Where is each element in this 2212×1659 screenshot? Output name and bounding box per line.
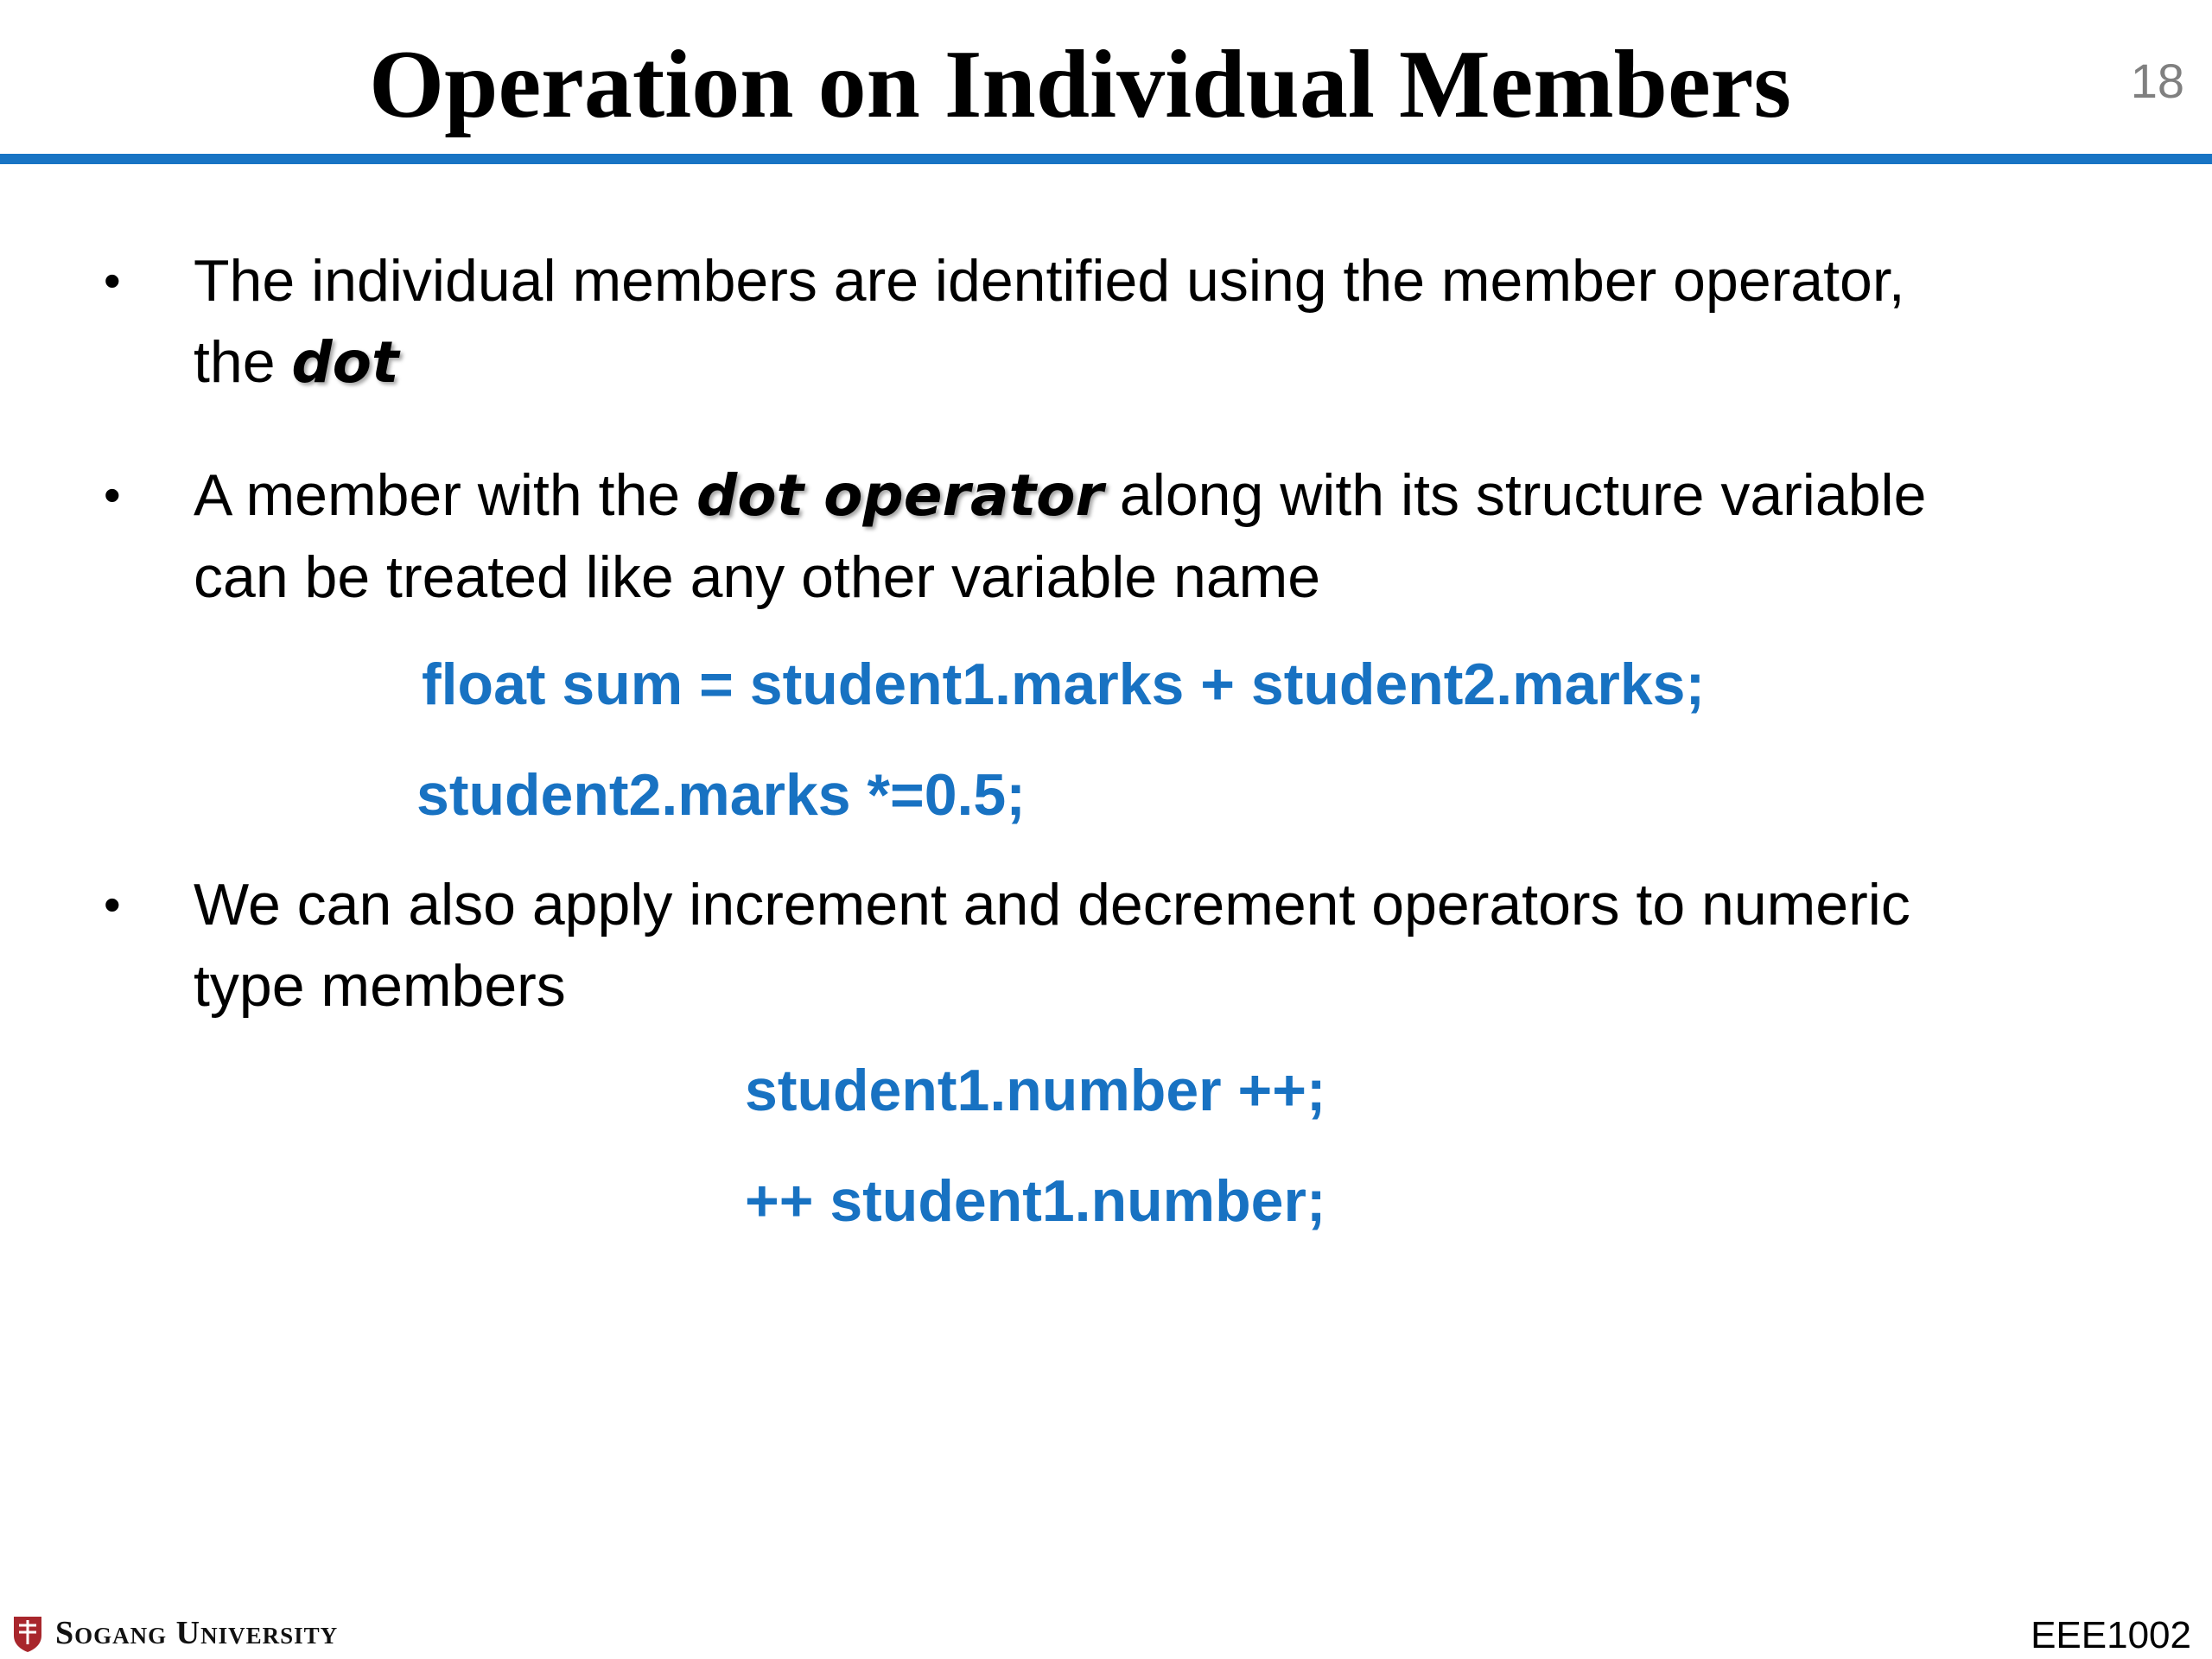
bullet-line: A member with the dot operator along with its structure variable [194,462,1927,529]
bullet-line: the dot [194,329,399,396]
university-logo [10,1609,338,1657]
bullet-text [194,454,2129,618]
bullet-text [194,864,2129,1027]
code-line: ++ student1.number; [745,1168,1326,1234]
code-line: student2.marks *=0.5; [416,762,1026,828]
university-name: Sogang University [55,1615,339,1651]
code-line: student1.number ++; [745,1058,1326,1123]
code-line: float sum = student1.marks + student2.marks; [422,652,1706,717]
bullet-line: can be treated like any other variable name [194,544,1321,610]
bullet-line: type members [194,953,566,1019]
bullet-marker: • [104,253,121,308]
university-seal-icon [10,1613,45,1653]
slide-title: Operation on Individual Members [369,31,1791,138]
bullet-text [194,240,2129,404]
emphasis-text: dot [291,329,399,396]
bullet-marker: • [104,877,121,931]
bullet-line: The individual members are identified using the member operator, [194,248,1905,314]
course-code: EEE1002 [2031,1614,2191,1656]
emphasis-text: dot operator [696,462,1104,529]
page-number: 18 [2130,54,2184,108]
title-divider [0,154,2212,164]
bullet-line: We can also apply increment and decrement operators to numeric [194,872,1910,938]
bullet-marker: • [104,467,121,522]
